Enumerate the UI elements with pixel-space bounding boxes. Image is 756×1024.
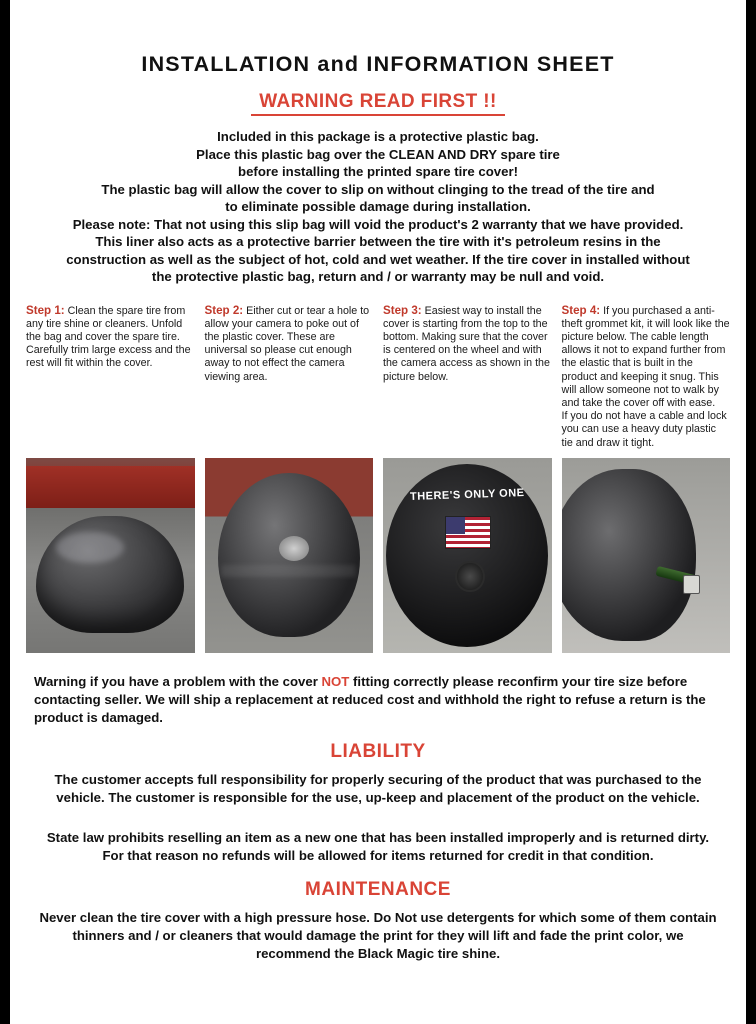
step-4-label: Step 4: <box>561 303 601 317</box>
step-2 <box>205 304 374 450</box>
photo3-print-text: THERE'S ONLY ONE <box>409 486 525 503</box>
step-4-text: If you purchased a anti-theft grommet kit, it will look like the picture below. The cable length allows it not to expand further from the elastic that is built in the product and keeping it snug. This will allow someone not to walk by and take the cover off with ease. <box>561 304 730 409</box>
step-4-text2: If you do not have a cable and lock you can use a heavy duty plastic tie and draw it tight. <box>561 410 727 449</box>
photo4-cover-edge <box>562 469 697 641</box>
step-2-text: Either cut or tear a hole to allow your camera to poke out of the plastic cover. These are universal so please cut enough away to not effect the camera viewing area. <box>204 304 370 383</box>
intro-line-4: The plastic bag will allow the cover to slip on without clinging to the tread of the tire and <box>101 181 655 197</box>
step-1-text: Clean the spare tire from any tire shine or cleaners. Unfold the bag and cover the spare tire. <box>26 304 186 343</box>
photo2-fold-highlight <box>221 565 356 577</box>
photo-step-3 <box>383 458 552 653</box>
photo-step-2 <box>205 458 374 653</box>
intro-paragraph <box>18 128 738 286</box>
photo4-lock <box>683 575 700 595</box>
mid-warning-post: fitting correctly please reconfirm your tire size before contacting seller. We will ship a replacement at reduced cost and withhold the right to refuse a return is the product is damaged. <box>34 673 706 725</box>
step-3 <box>383 304 552 450</box>
mid-warning-highlight: NOT <box>321 673 350 689</box>
intro-line-1: Included in this package is a protective plastic bag. <box>217 129 539 144</box>
right-border-bar <box>746 0 756 1024</box>
liability-heading: LIABILITY <box>330 740 426 762</box>
step-4 <box>562 304 731 450</box>
photos-row <box>18 458 738 653</box>
step-3-text: Easiest way to install the cover is starting from the top to the bottom. Making sure that the cover is centered on the wheel and with the camera access as shown in the picture below. <box>383 304 550 383</box>
maintenance-heading: MAINTENANCE <box>305 878 451 900</box>
steps-row <box>18 304 738 450</box>
intro-line-7: This liner also acts as a protective barrier between the tire with it's petroleum resins in the <box>95 234 661 249</box>
step-3-label: Step 3: <box>383 303 422 317</box>
intro-line-3: before installing the printed spare tire cover! <box>238 164 518 179</box>
liability-paragraph-2: State law prohibits reselling an item as a new one that has been installed improperly and is returned dirty. For that reason no refunds will be allowed for items returned for credit in that condition. <box>46 829 710 863</box>
warning-banner: WARNING READ FIRST !! <box>251 91 504 116</box>
photo-step-4 <box>562 458 731 653</box>
warning-banner-row <box>18 91 738 116</box>
intro-line-2: Place this plastic bag over the CLEAN AND DRY spare tire <box>196 146 560 162</box>
photo1-plastic-bag-cover <box>36 516 184 633</box>
step-2-label: Step 2: <box>204 303 244 317</box>
intro-line-6: Please note: That not using this slip bag will void the product's 2 warranty that we have provided. <box>72 216 684 232</box>
step-1-text2: Carefully trim large excess and the rest will fit within the cover. <box>26 344 191 370</box>
maintenance-paragraph: Never clean the tire cover with a high pressure hose. Do Not use detergents for which some of them contain thinners and / or cleaners that would damage the print for they will lift and fade the print color, we recommend the Black Magic tire shine. <box>39 909 717 961</box>
mid-warning-paragraph <box>18 673 738 727</box>
photo3-camera-access <box>455 561 484 592</box>
photo1-red-truck <box>26 466 195 509</box>
photo2-camera-hole <box>279 536 309 561</box>
step-1 <box>26 304 195 450</box>
page-title: INSTALLATION and INFORMATION SHEET <box>141 52 615 76</box>
photo1-highlight <box>56 532 123 563</box>
photo-step-1 <box>26 458 195 653</box>
intro-line-9: the protective plastic bag, return and / or warranty may be null and void. <box>151 269 605 284</box>
intro-line-8: construction as well as the subject of hot, cold and wet weather. If the tire cover in installed without <box>66 251 690 267</box>
left-border-bar <box>0 0 10 1024</box>
intro-line-5: to eliminate possible damage during installation. <box>225 199 531 214</box>
mid-warning-pre: Warning if you have a problem with the cover <box>34 673 318 689</box>
step-1-label: Step 1: <box>26 303 65 317</box>
liability-paragraph-1: The customer accepts full responsibility for properly securing of the product that was purchased to the vehicle. The customer is responsible for the use, up-keep and placement of the product on the vehicle. <box>54 771 702 805</box>
photo3-flag-graphic <box>445 516 491 549</box>
liability-spacer <box>18 807 738 821</box>
